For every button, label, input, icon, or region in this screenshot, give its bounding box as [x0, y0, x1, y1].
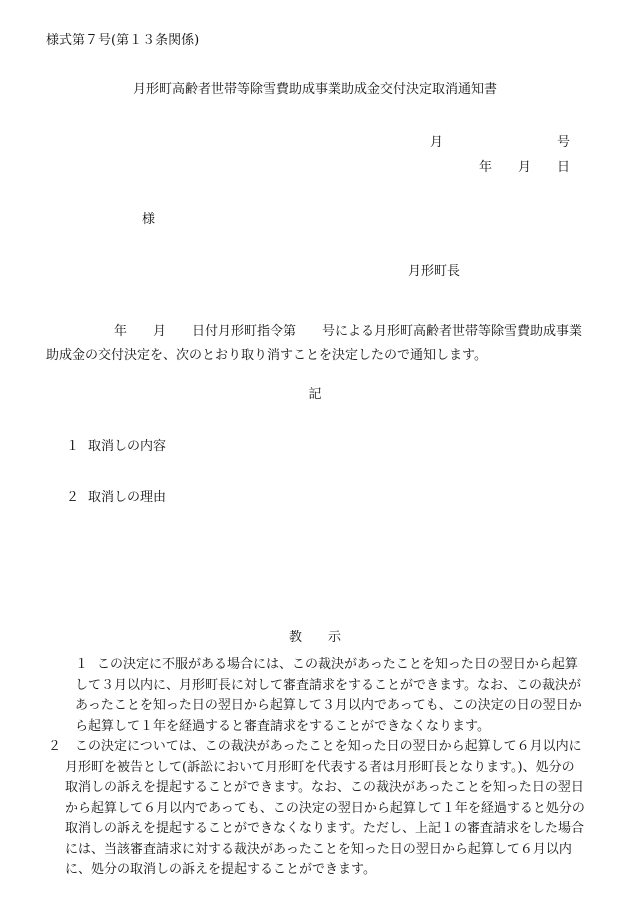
item-cancellation-reason — [66, 491, 166, 504]
date-month-label: 月 — [517, 160, 531, 175]
notice-heading-right: 示 — [328, 630, 342, 645]
notice-item-2 — [48, 737, 586, 881]
item-number: ２ — [66, 490, 80, 505]
notice-heading — [0, 631, 630, 644]
reference-number-label: 号 — [556, 135, 570, 150]
form-number: 様式第７号(第１３条関係) — [46, 33, 200, 48]
item-label: 取消しの理由 — [88, 490, 167, 505]
body-text-part2: 号による月形町高齢者世帯等除雪費助成事業助成金の交付決定を、次のとおり取り消すことを決定したので通知します。 — [46, 324, 583, 363]
document-title: 月形町高齢者世帯等除雪費助成事業助成金交付決定取消通知書 — [132, 82, 497, 97]
reference-month-label: 月 — [430, 135, 444, 150]
item-number: １ — [66, 439, 80, 454]
notice-item-number: ２ — [48, 739, 62, 754]
date-year-label: 年 — [478, 160, 492, 175]
notice-item-text: この決定に不服がある場合には、この裁決があったことを知った日の翌日から起算して３月以内に、月形町長に対して審査請求をすることができます。なお、この裁決があったことを知った日の翌日から起算して３月以内であっても、この決定の日の翌日から起算して１年を経過すると審査請求をすることができなくなります。 — [75, 657, 582, 734]
date-day-label: 日 — [556, 160, 570, 175]
body-paragraph — [46, 320, 586, 368]
issuer-name: 月形町長 — [408, 264, 461, 279]
body-year-label: 年 — [114, 324, 128, 339]
item-cancellation-content — [66, 440, 166, 453]
addressee-suffix: 様 — [142, 212, 156, 227]
body-text-part1: 日付月形町指令第 — [192, 324, 297, 339]
item-label: 取消しの内容 — [88, 439, 167, 454]
issue-date — [479, 161, 570, 174]
body-month-label: 月 — [153, 324, 167, 339]
notice-item-number: １ — [75, 657, 89, 672]
record-heading: 記 — [308, 387, 322, 402]
notice-section — [48, 655, 586, 881]
notice-item-1 — [58, 655, 586, 737]
notice-item-text: この決定については、この裁決があったことを知った日の翌日から起算して６月以内に月形町を被告として(訴訟において月形町を代表する者は月形町長となります。)、処分の取消しの訴えを提起することができます。なお、この裁決があったことを知った日の翌日から起算して６月以内であっても、この決定の翌日から起算して１年を経過すると処分の取消しの訴えを提起することができなくなります。ただし、上記１の審査請求をした場合には、当該審査請求に対する裁決があったことを知った日の翌日から起算して６月以内に、処分の取消しの訴えを提起することができます。 — [65, 739, 585, 877]
notice-heading-left: 教 — [288, 630, 302, 645]
